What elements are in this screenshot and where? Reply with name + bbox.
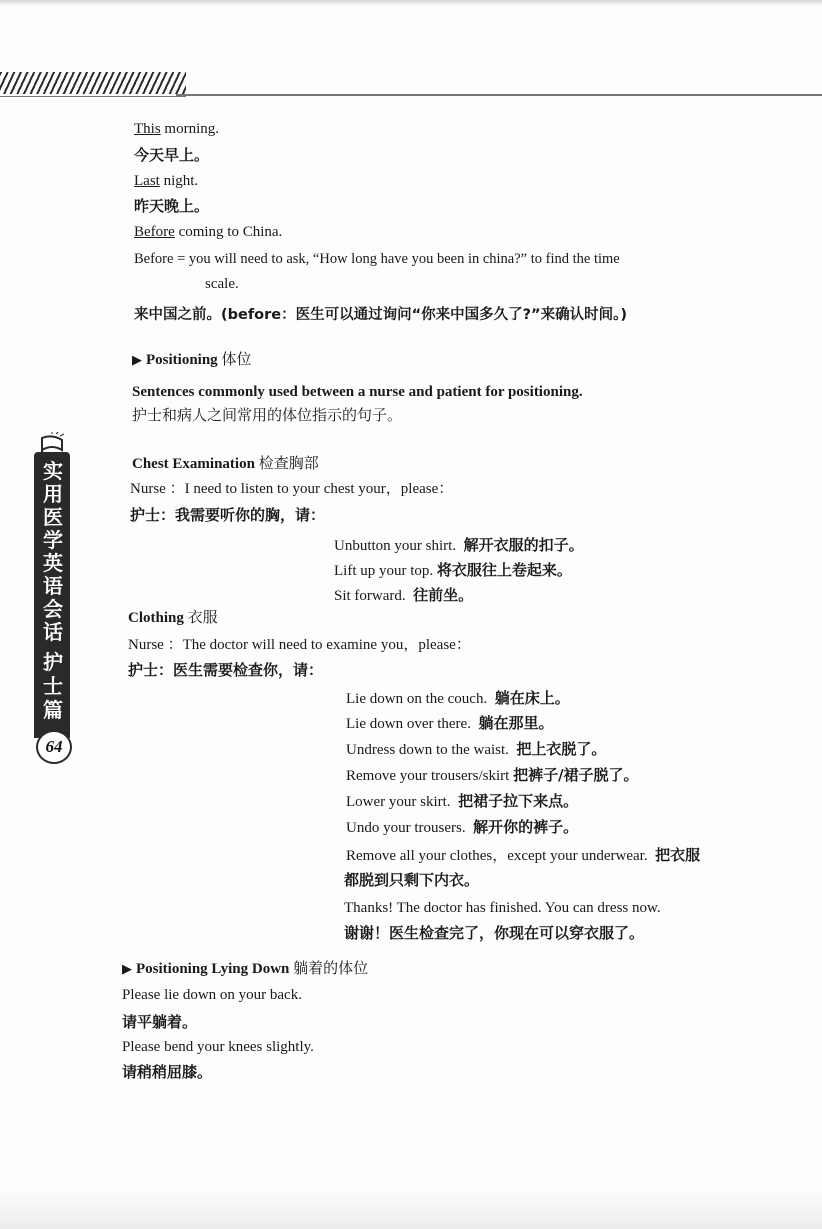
positioning-intro: Sentences commonly used between a nurse and patient for positioning. [132, 384, 583, 400]
clothing-thanks: Thanks! The doctor has finished. You can dress now. [344, 900, 661, 916]
positioning-intro-zh: 护士和病人之间常用的体位指示的句子。 [132, 406, 403, 424]
header-rule-left [0, 96, 186, 97]
chest-heading: Chest Examination 检查胸部 [132, 454, 319, 472]
last-night-line [134, 172, 198, 190]
header-rule [176, 94, 822, 96]
triangle-bullet-icon: ▶ [122, 961, 132, 976]
clothing-item: Lie down on the couch. 躺在床上。 [346, 689, 570, 707]
clothing-item: Lower your skirt. 把裙子拉下来点。 [346, 792, 579, 810]
triangle-bullet-icon: ▶ [132, 352, 142, 367]
chapter-side-tab [34, 438, 72, 764]
clothing-remove-all: Remove all your clothes，except your underwear. 把衣服 [346, 846, 701, 864]
before-line [134, 223, 282, 241]
clothing-nurse-line: Nurse ：The doctor will need to examine you，please： [128, 637, 471, 653]
clothing-item: Lie down over there. 躺在那里。 [346, 714, 554, 732]
clothing-item: Undress down to the waist. 把上衣脱了。 [346, 740, 607, 758]
lying-knees-zh: 请稍稍屈膝。 [122, 1063, 213, 1081]
before-zh: 来中国之前。(before：医生可以通过询问“你来中国多久了?”来确认时间。) [134, 307, 627, 323]
clothing-remove-all-zh: 都脱到只剩下内衣。 [344, 871, 480, 889]
lying-knees-line: Please bend your knees slightly. [122, 1039, 314, 1055]
before-rest: coming to China. [174, 224, 283, 240]
last-word: Last [134, 173, 160, 189]
page-edge-top [0, 0, 822, 6]
clothing-heading: Clothing 衣服 [128, 608, 218, 626]
chest-nurse-line: Nurse ：I need to listen to your chest your，please： [130, 481, 454, 497]
this-word: This [134, 121, 161, 137]
lying-heading: ▶ Positioning Lying Down 躺着的体位 [122, 959, 369, 977]
lying-back-line: Please lie down on your back. [122, 987, 302, 1003]
clothing-item: Remove your trousers/skirt 把裤子/裙子脱了。 [346, 766, 639, 784]
clothing-thanks-zh: 谢谢！医生检查完了，你现在可以穿衣服了。 [344, 924, 645, 942]
book-subtitle: 护士篇 [43, 650, 63, 722]
page-edge-bottom [0, 1189, 822, 1229]
last-night-zh: 昨天晚上。 [134, 197, 210, 215]
before-word: Before [134, 224, 175, 240]
positioning-heading: ▶ Positioning 体位 [132, 350, 252, 368]
last-rest: night. [159, 173, 199, 189]
book-title: 实用医学英语会话 [43, 459, 63, 644]
clothing-nurse-zh: 护士：医生需要检查你，请： [128, 661, 324, 679]
page-number: 64 [36, 730, 72, 764]
chest-item: Unbutton your shirt. 解开衣服的扣子。 [334, 536, 584, 554]
chest-item: Sit forward. 往前坐。 [334, 586, 474, 604]
chest-nurse-zh: 护士：我需要听你的胸，请： [130, 506, 326, 524]
before-definition-cont: scale. [205, 276, 239, 292]
this-morning-line [134, 120, 219, 138]
lying-back-zh: 请平躺着。 [122, 1013, 198, 1031]
chest-item: Lift up your top. 将衣服往上卷起来。 [334, 561, 572, 579]
header-hatch-decoration [0, 72, 186, 94]
before-definition: Before = you will need to ask, “How long have you been in china?” to find the time [134, 251, 620, 267]
this-rest: morning. [160, 121, 220, 137]
clothing-item: Undo your trousers. 解开你的裤子。 [346, 818, 579, 836]
this-morning-zh: 今天早上。 [134, 146, 210, 164]
